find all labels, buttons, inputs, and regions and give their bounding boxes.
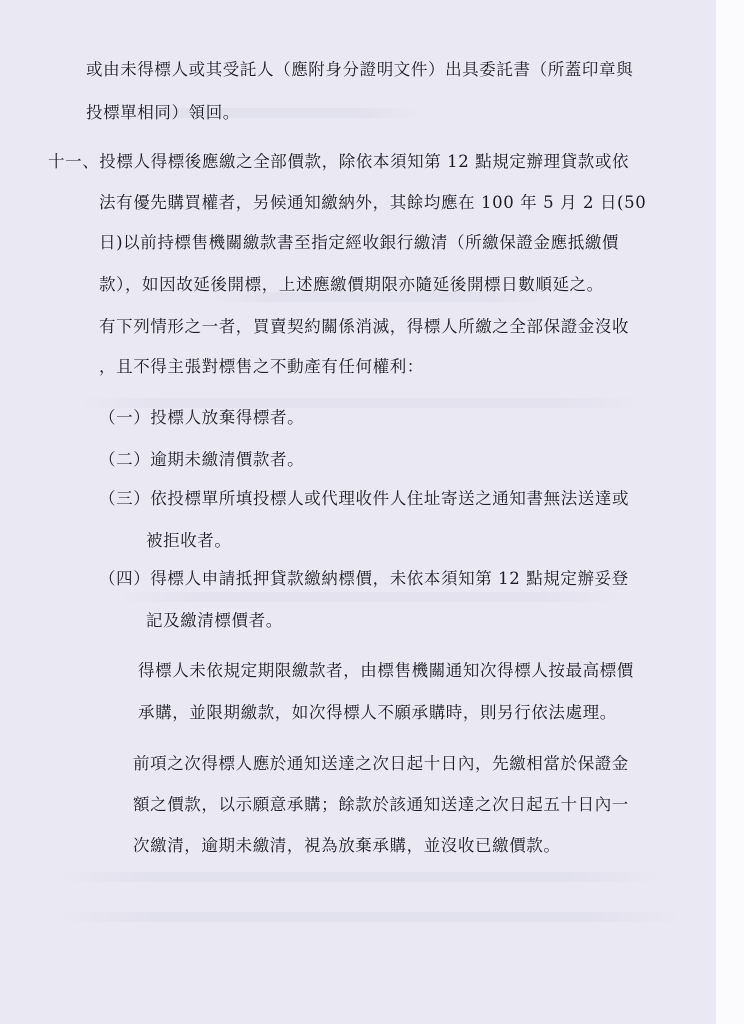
- text-line: 次繳清，逾期未繳清，視為放棄承購，並沒收已繳價款。: [133, 836, 561, 855]
- bleed-through-text: [60, 912, 680, 922]
- list-item: （三）依投標單所填投標人或代理收件人住址寄送之通知書無法送達或: [99, 489, 630, 508]
- text-line: 記及繳清標價者。: [146, 611, 283, 630]
- scan-edge: [716, 0, 744, 1024]
- section-heading-line: 十一、投標人得標後應繳之全部價款，除依本須知第 12 點規定辦理貸款或依: [48, 152, 630, 171]
- text-line: 承購，並限期繳款，如次得標人不願承購時，則另行依法處理。: [138, 703, 617, 722]
- text-line: 法有優先購買權者，另候通知繳納外，其餘均應在 100 年 5 月 2 日(50: [99, 193, 647, 212]
- text-line: 被拒收者。: [146, 531, 232, 550]
- list-item: （一）投標人放棄得標者。: [99, 408, 305, 427]
- text-line: 投標單相同）領回。: [86, 103, 240, 122]
- text-line: ，且不得主張對標售之不動產有任何權利：: [99, 357, 424, 376]
- text-line: 額之價款，以示願意承購；餘款於該通知送達之次日起五十日內一: [133, 795, 629, 814]
- text-line: 款），如因故延後開標，上述應繳價期限亦隨延後開標日數順延之。: [99, 275, 604, 294]
- text-line: 得標人未依規定期限繳款者，由標售機關通知次得標人按最高標價: [138, 661, 634, 680]
- text-line: 日)以前持標售機關繳款書至指定經收銀行繳清（所繳保證金應抵繳價: [99, 233, 620, 252]
- bleed-through-text: [60, 872, 660, 882]
- text-line: 前項之次得標人應於通知送達之次日起十日內，先繳相當於保證金: [133, 754, 629, 773]
- text-line: 有下列情形之一者，買賣契約關係消滅，得標人所繳之全部保證金沒收: [99, 317, 630, 336]
- list-item: （二）逾期未繳清價款者。: [99, 450, 305, 469]
- text-line: 或由未得標人或其受託人（應附身分證明文件）出具委託書（所蓋印章與: [86, 60, 634, 79]
- list-item: （四）得標人申請抵押貸款繳納標價，未依本須知第 12 點規定辦妥登: [99, 569, 629, 588]
- bleed-through-text: [80, 398, 640, 408]
- bleed-through-text: [120, 592, 620, 602]
